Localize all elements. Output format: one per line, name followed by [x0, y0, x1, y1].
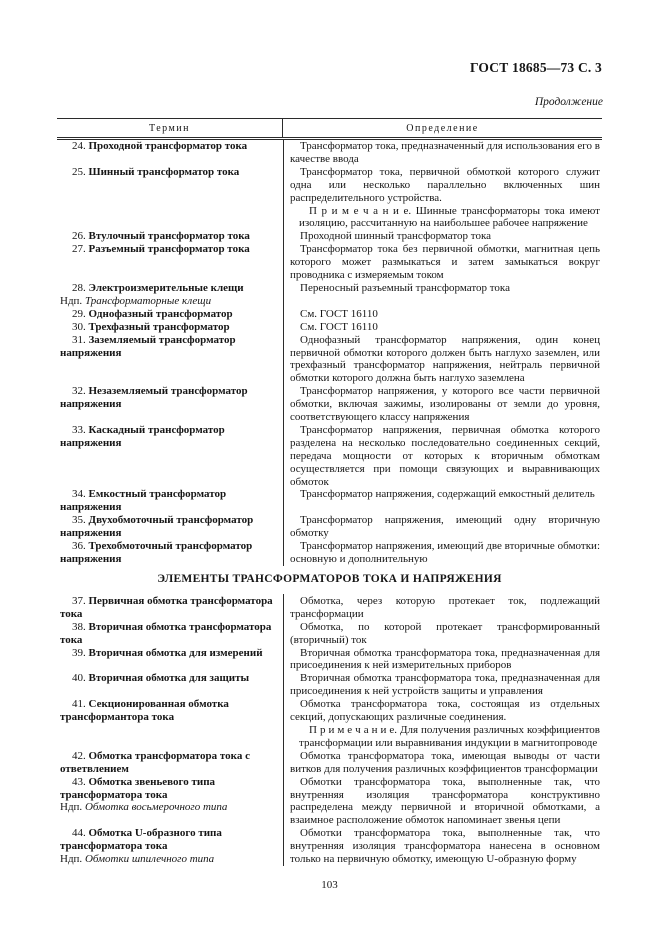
term-cell [57, 230, 283, 243]
term-number: 27. [72, 243, 89, 256]
term-number: 44. [72, 827, 89, 840]
table-row [57, 334, 602, 386]
definition-cell [283, 424, 602, 489]
term-cell [57, 514, 283, 540]
table-row [57, 514, 602, 540]
term-number: 34. [72, 488, 89, 501]
definition-text: Трансформатор напряжения, у которого все части первичной обмотки, включая зажимы, изолированы от земли до уровня, соответствующего классу напряжения [290, 385, 600, 424]
term-cell [57, 827, 283, 866]
definition-text: См. ГОСТ 16110 [300, 320, 378, 333]
definition-text: Трансформатор напряжения, имеющий одну вторичную обмотку [290, 514, 600, 540]
table-row [57, 243, 602, 282]
definition-text: Обмотка, по которой протекает трансформированный (вторичный) ток [290, 620, 600, 646]
term-text: 38. Вторичная обмотка трансформатора тока [60, 620, 272, 646]
terms-table-lower [57, 594, 602, 866]
term-cell [57, 321, 283, 334]
term-text: 40. Вторичная обмотка для защиты [72, 672, 250, 685]
term-deprecated: Ндп. Трансформаторные клещи [60, 294, 212, 307]
term-number: 32. [72, 385, 89, 398]
definition-cell [283, 647, 602, 673]
definition-cell [283, 140, 602, 166]
definition-text: Проходной шинный трансформатор тока [300, 230, 492, 243]
section-heading: ЭЛЕМЕНТЫ ТРАНСФОРМАТОРОВ ТОКА И НАПРЯЖЕНИЯ [157, 572, 502, 585]
definition-cell [283, 488, 602, 514]
definition-text: Обмотка, через которую протекает ток, подлежащий трансформации [290, 594, 600, 620]
table-row [57, 140, 602, 166]
term-text: 25. Шинный трансформатор тока [72, 165, 240, 178]
term-number: 35. [72, 514, 89, 527]
table-row [57, 776, 602, 828]
term-number: 37. [72, 594, 89, 607]
table-body-lower [57, 594, 602, 866]
term-number: 29. [72, 307, 89, 320]
table-row [57, 827, 602, 866]
term-text: 34. Емкостный трансформатор напряжения [60, 488, 227, 514]
term-cell [57, 621, 283, 647]
table-row [57, 488, 602, 514]
definition-text: Трансформатор тока, первичной обмоткой которого служит одна или несколько параллельно включенных шин распределительного устройства. [290, 165, 600, 204]
definition-cell [283, 230, 602, 243]
table-row [57, 230, 602, 243]
definition-cell [283, 166, 602, 231]
doc-reference: ГОСТ 18685—73 С. 3 [469, 60, 602, 75]
definition-text: Обмотки трансформатора тока, выполненные так, что внутренняя изоляция трансформатора конструктивно распределена между первичной и вторичной обмотками, а взаимное расположение обмоток напоминает звенья цепи [290, 775, 600, 827]
term-number: 36. [72, 540, 89, 553]
table-body-upper [57, 140, 602, 566]
term-text: 30. Трехфазный трансформатор [72, 320, 230, 333]
term-cell [57, 166, 283, 231]
definition-cell [283, 243, 602, 282]
term-cell [57, 334, 283, 386]
definition-note: П р и м е ч а н и е. Шинные трансформаторы тока имеют изоляцию, рассчитанную на наибольшее рабочее напряжение [299, 204, 600, 230]
table-row [57, 594, 602, 621]
term-text: 32. Незаземляемый трансформатор напряжения [60, 385, 248, 411]
table-row [57, 698, 602, 750]
definition-text: Трансформатор тока без первичной обмотки, магнитная цепь которого может размыкаться и затем замыкаться вокруг проводника с измеряемым током [290, 243, 600, 282]
table-row [57, 540, 602, 566]
definition-note: П р и м е ч а н и е. Для получения различных коэффициентов трансформации или выравнивания индукции в магнитопроводе [299, 723, 600, 749]
term-cell [57, 750, 283, 776]
definition-cell [283, 540, 602, 566]
table-row [57, 385, 602, 424]
term-text: 36. Трехобмоточный трансформатор напряжения [60, 540, 253, 565]
definition-text: Обмотка трансформатора тока, состоящая из отдельных секций, допускающих различные соединения. [290, 698, 600, 724]
term-number: 31. [72, 333, 89, 346]
definition-cell [283, 776, 602, 828]
page-number: 103 [321, 878, 338, 891]
column-header-term: Термин [57, 119, 283, 137]
definition-cell [283, 827, 602, 866]
term-cell [57, 540, 283, 566]
term-cell [57, 594, 283, 621]
definition-cell [283, 621, 602, 647]
term-number: 33. [72, 423, 89, 436]
term-text: 39. Вторичная обмотка для измерений [72, 646, 263, 659]
term-cell [57, 308, 283, 321]
term-number: 43. [72, 775, 89, 788]
term-cell [57, 424, 283, 489]
definition-text: Вторичная обмотка трансформатора тока, предназначенная для присоединения к ней устройств защиты и управления [290, 672, 600, 698]
definition-cell [283, 672, 602, 698]
definition-text: Трансформатор напряжения, первичная обмотка которого разделена на несколько последовательно соединенных секций, передача мощности от которых к вторичным обмоткам осуществляется при помощи связующих и выравнивающих обмоток [290, 423, 600, 488]
term-text: 27. Разъемный трансформатор тока [72, 243, 250, 256]
term-number: 39. [72, 646, 89, 659]
definition-cell [283, 698, 602, 750]
table-row [57, 282, 602, 308]
table-row [57, 750, 602, 776]
term-text: 31. Заземляемый трансформатор напряжения [60, 333, 236, 359]
definition-text: Вторичная обмотка трансформатора тока, предназначенная для присоединения к ней измерительных приборов [290, 646, 600, 672]
definition-text: Трансформатор тока, предназначенный для использования его в качестве ввода [290, 140, 600, 165]
term-text: 44. Обмотка U-образного типа трансформатора тока [60, 827, 222, 853]
table-row [57, 321, 602, 334]
term-cell [57, 647, 283, 673]
term-cell [57, 672, 283, 698]
term-text: 41. Секционированная обмотка трансформантора тока [60, 698, 229, 724]
table-row [57, 672, 602, 698]
term-text: 43. Обмотка звеньевого типа трансформатора тока [60, 775, 216, 801]
term-text: 33. Каскадный трансформатор напряжения [60, 423, 225, 449]
definition-text: Переносный разъемный трансформатор тока [300, 281, 510, 294]
terms-table-upper [57, 118, 602, 566]
term-cell [57, 776, 283, 828]
table-row [57, 424, 602, 489]
term-cell [57, 385, 283, 424]
term-cell [57, 488, 283, 514]
definition-cell [283, 282, 602, 308]
term-number: 30. [72, 320, 89, 333]
term-text: 24. Проходной трансформатор тока [72, 140, 248, 152]
term-cell [57, 243, 283, 282]
term-number: 42. [72, 749, 89, 762]
term-number: 26. [72, 230, 89, 243]
definition-text: Трансформатор напряжения, имеющий две вторичные обмотки: основную и дополнительную [290, 540, 600, 565]
column-header-definition: Определение [406, 123, 479, 134]
term-text: 26. Втулочный трансформатор тока [72, 230, 250, 243]
continuation-label: Продолжение [534, 96, 603, 108]
term-cell [57, 282, 283, 308]
term-number: 41. [72, 698, 89, 711]
definition-cell [283, 385, 602, 424]
term-number: 24. [72, 140, 89, 152]
term-number: 28. [72, 281, 89, 294]
definition-cell [283, 514, 602, 540]
term-deprecated: Ндп. Обмотка восьмерочного типа [60, 801, 228, 814]
definition-text: Однофазный трансформатор напряжения, один конец первичной обмотки которого должен быть наглухо заземлен, или трехфазный трансформатор напряжения, нейтраль первичной обмотки которого должна быть наглухо заземлена [290, 333, 600, 385]
term-deprecated: Ндп. Обмотки шпилечного типа [60, 853, 215, 866]
term-cell [57, 698, 283, 750]
table-row [57, 621, 602, 647]
term-number: 38. [72, 620, 89, 633]
definition-text: Обмотка трансформатора тока, имеющая выводы от части витков для получения различных коэффициентов трансформации [290, 749, 600, 775]
term-text: 28. Электроизмерительные клещи [72, 281, 244, 294]
table-row [57, 166, 602, 231]
term-text: 42. Обмотка трансформатора тока с ответвлением [60, 749, 250, 775]
definition-text: См. ГОСТ 16110 [300, 307, 378, 320]
term-number: 25. [72, 165, 89, 178]
definition-cell [283, 321, 602, 334]
term-text: 37. Первичная обмотка трансформатора тока [60, 594, 273, 620]
term-number: 40. [72, 672, 89, 685]
definition-cell [283, 594, 602, 621]
definition-cell [283, 308, 602, 321]
table-row [57, 308, 602, 321]
table-header [57, 119, 602, 140]
term-cell [57, 140, 283, 166]
definition-cell [283, 750, 602, 776]
page-content [57, 118, 602, 891]
term-text: 35. Двухобмоточный трансформатор напряжения [60, 514, 254, 540]
definition-text: Трансформатор напряжения, содержащий емкостный делитель [300, 488, 595, 501]
definition-cell [283, 334, 602, 386]
term-text: 29. Однофазный трансформатор [72, 307, 233, 320]
definition-text: Обмотки трансформатора тока, выполненные так, что внутренняя изоляция трансформатора нанесена в основном только на первичную обмотку, имеющую U-образную форму [290, 827, 600, 866]
table-row [57, 647, 602, 673]
